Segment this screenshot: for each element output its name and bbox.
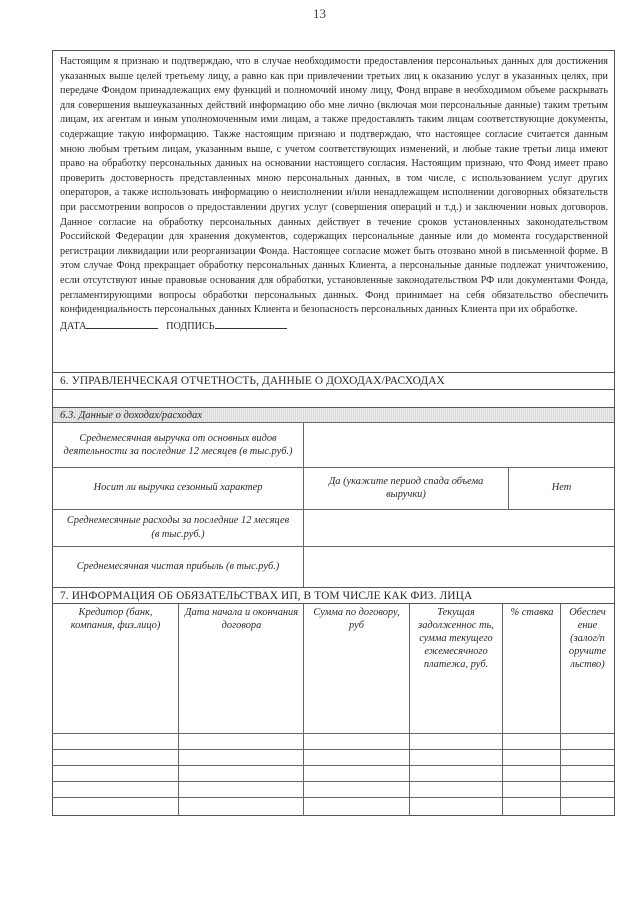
section-6-title: 6. УПРАВЛЕНЧЕСКАЯ ОТЧЕТНОСТЬ, ДАННЫЕ О ДОХОДАХ/РАСХОДАХ bbox=[53, 372, 614, 390]
profit-label: Среднемесячная чистая прибыль (в тыс.руб.) bbox=[76, 560, 280, 572]
seasonal-no-option[interactable]: Нет bbox=[551, 482, 572, 494]
column-divider bbox=[303, 604, 304, 816]
date-label: ДАТА bbox=[60, 320, 87, 332]
column-divider bbox=[409, 604, 410, 816]
column-divider bbox=[178, 604, 179, 816]
table-row[interactable] bbox=[53, 749, 614, 750]
revenue-input[interactable] bbox=[304, 423, 614, 467]
expenses-input[interactable] bbox=[304, 509, 614, 546]
column-divider bbox=[560, 604, 561, 816]
column-header-collateral: Обеспеч ение (залог/п оручите льство) bbox=[568, 607, 607, 670]
page-number: 13 bbox=[313, 6, 326, 21]
column-header-contract-dates: Дата начала и окончания договора bbox=[184, 607, 299, 631]
section-7-title: 7. ИНФОРМАЦИЯ ОБ ОБЯЗАТЕЛЬСТВАХ ИП, В ТОМ ЧИСЛЕ КАК ФИЗ. ЛИЦА bbox=[53, 587, 614, 604]
consent-text: Настоящим я признаю и подтверждаю, что в случае необходимости предоставления персональных данных для достижения указанных выше целей третьему лицу, а равно как при привлечении третьих лиц к оказанию услуг в указанных целях, при передаче Фондом принадлежащих ему функций и полномочий иному лицу, Фонд вправе в необходимом объеме раскрывать для совершения вышеуказанных действий информацию обо мне лично (включая мои персональные данные) таким третьим лицам, их агентам и иным уполномоченным ими лицам, а также предоставлять таким лицам соответствующие документы, содержащие такую информацию. Также настоящим признаю и подтверждаю, что настоящее согласие считается данным мною любым третьим лицам, указанным выше, с учетом соответствующих изменений, и любые такие третьи лица имеют право на обработку персональных данных на основании настоящего согласия. Настоящим признаю, что Фонд имеет право проверить достоверность представленных мною персональных данных, в том числе, с использованием услуг других операторов, а также использовать информацию о неисполнении и/или ненадлежащем исполнении договорных обязательств при рассмотрении вопросов о предоставлении других услуг (совершения операций и т.д.) и заключении новых договоров. Данное согласие на обработку персональных данных действует в течение сроков установленных законодательством Российской Федерации для хранения документов, содержащих персональные данные или до момента государственной регистрации ликвидации или реорганизации Фонда. Настоящее согласие может быть отозвано мной в письменной форме. В этом случае Фонд прекращает обработку персональных данных Клиента, а персональные данные подлежат уничтожению, если отсутствуют иные правовые основания для обработки, установленные законодательством РФ или документами Фонда, регламентирующими вопросы обработки персональных данных. Фонд принимает на себя обязательство обеспечить конфиденциальность персональных данных Клиента и безопасность персональных данных Клиента при их обработке. bbox=[60, 56, 608, 316]
table-row[interactable] bbox=[53, 733, 614, 734]
expenses-label: Среднемесячные расходы за последние 12 месяцев (в тыс.руб.) bbox=[66, 515, 290, 540]
column-divider bbox=[502, 604, 503, 816]
signature-line bbox=[60, 318, 608, 335]
seasonal-label: Носит ли выручка сезонный характер bbox=[93, 482, 263, 494]
date-field[interactable] bbox=[86, 318, 158, 329]
table-row[interactable] bbox=[53, 781, 614, 782]
consent-block bbox=[60, 55, 608, 334]
column-header-current-debt: Текущая задолженнос ть, сумма текущего ежемесячного платежа, руб. bbox=[418, 607, 494, 670]
seasonal-yes-option[interactable]: Да (укажите период спада объема выручки) bbox=[328, 475, 484, 500]
section-6-spacer bbox=[53, 390, 614, 408]
column-header-creditor: Кредитор (банк, компания, физ.лицо) bbox=[70, 607, 161, 631]
signature-field[interactable] bbox=[215, 318, 287, 329]
table-row[interactable] bbox=[53, 797, 614, 798]
revenue-label: Среднемесячная выручка от основных видов деятельности за последние 12 месяцев (в тыс.руб.) bbox=[63, 432, 293, 457]
profit-input[interactable] bbox=[304, 546, 614, 587]
table-row[interactable] bbox=[53, 765, 614, 766]
column-header-contract-sum: Сумма по договору, руб bbox=[313, 607, 400, 631]
subsection-6-3-title: 6.3. Данные о доходах/расходах bbox=[53, 408, 614, 423]
signature-label: ПОДПИСЬ bbox=[166, 320, 215, 332]
column-header-rate: % ставка bbox=[510, 607, 554, 618]
